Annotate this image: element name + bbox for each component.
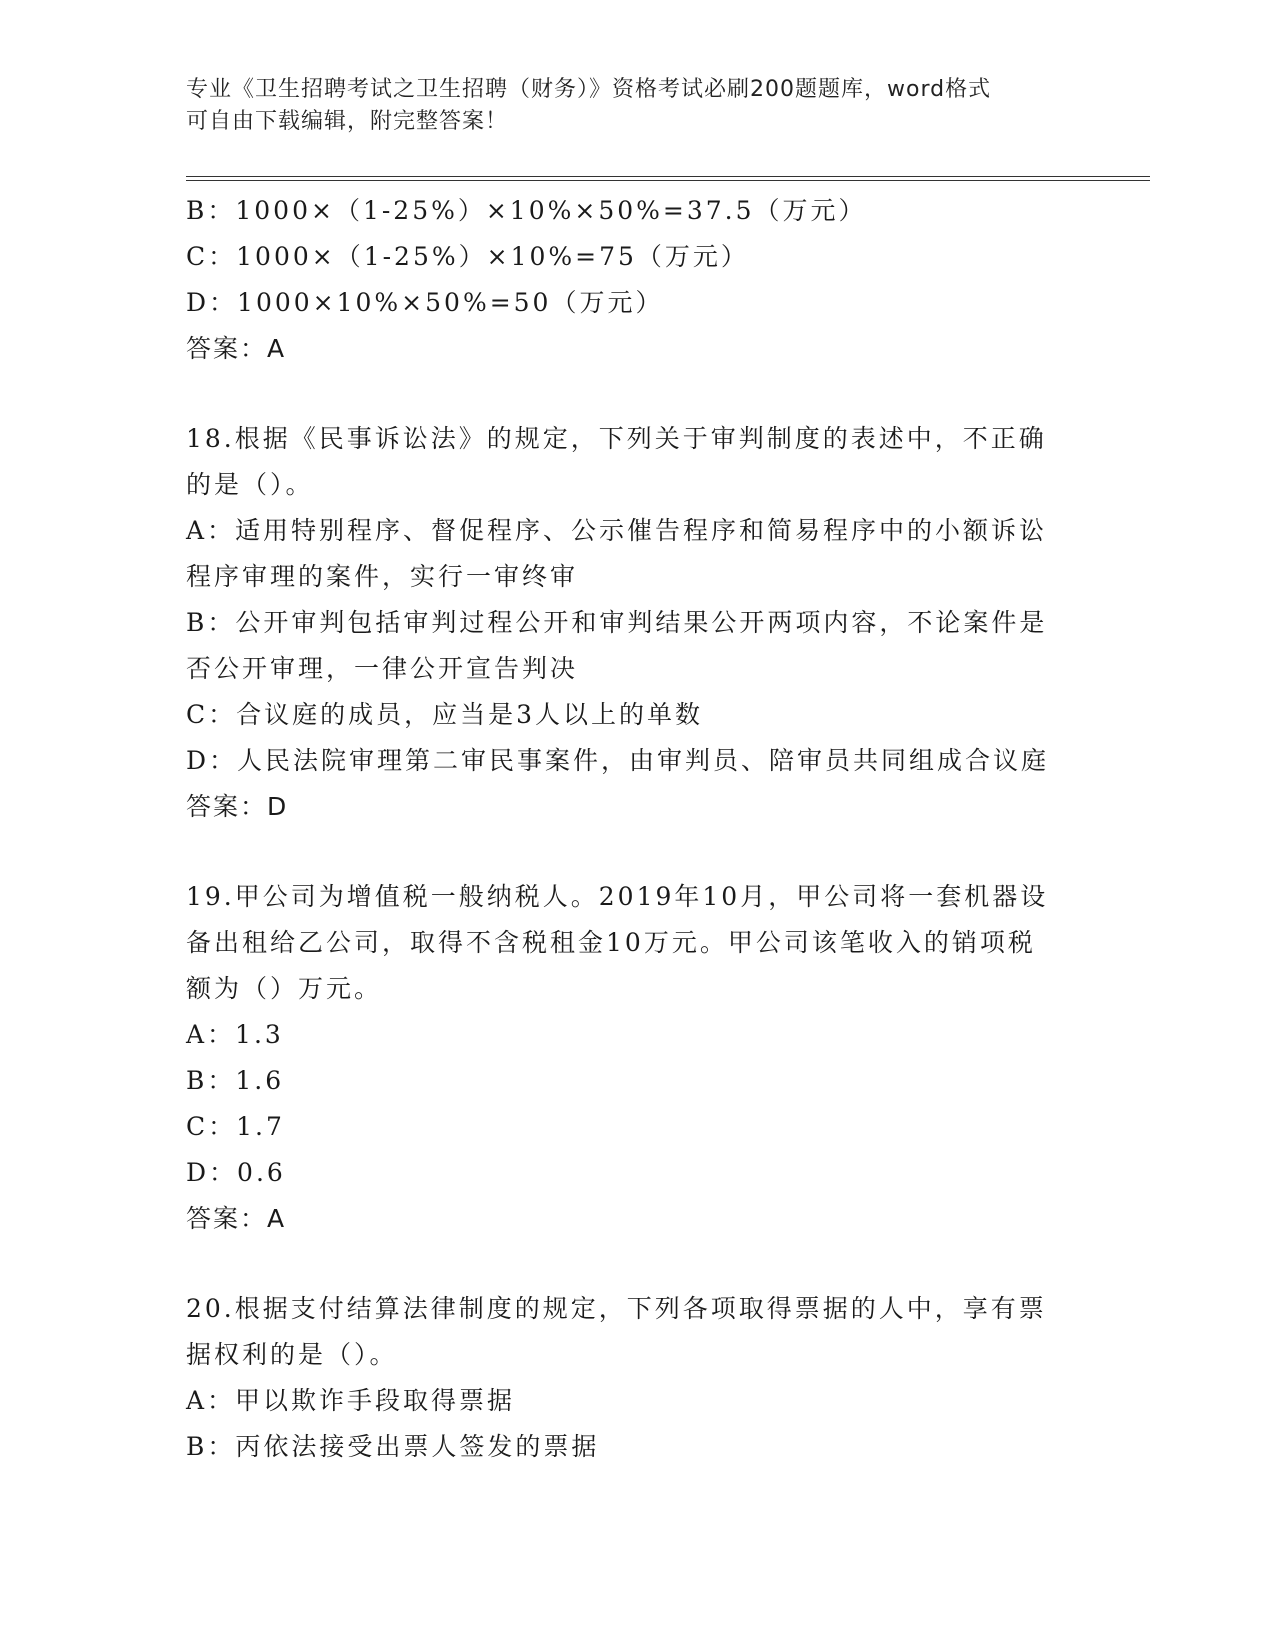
option-b: B：公开审判包括审判过程公开和审判结果公开两项内容，不论案件是 (186, 608, 1048, 637)
question-stem: 的是（）。 (186, 470, 314, 499)
question-stem: 据权利的是（）。 (186, 1340, 398, 1369)
question-stem: 19.甲公司为增值税一般纳税人。2019年10月，甲公司将一套机器设 (186, 882, 1049, 911)
option-b: B：丙依法接受出票人签发的票据 (186, 1432, 600, 1461)
option-c: C：1000×（1-25%）×10%=75（万元） (186, 242, 749, 271)
question-17-tail (186, 188, 1086, 372)
answer-line: 答案：A (186, 1204, 287, 1233)
spacer (186, 1242, 1086, 1286)
answer-line: 答案：D (186, 792, 289, 821)
spacer (186, 372, 1086, 416)
header-title-line-1: 专业《卫生招聘考试之卫生招聘（财务）》资格考试必刷200题题库，word格式 (186, 77, 992, 102)
option-d: D：人民法院审理第二审民事案件，由审判员、陪审员共同组成合议庭 (186, 746, 1050, 775)
option-c: C：1.7 (186, 1112, 285, 1141)
option-a: A：1.3 (186, 1020, 284, 1049)
question-stem: 18.根据《民事诉讼法》的规定，下列关于审判制度的表述中，不正确 (186, 424, 1047, 453)
option-b: B：1000×（1-25%）×10%×50%=37.5（万元） (186, 196, 867, 225)
option-a-continued: 程序审理的案件，实行一审终审 (186, 562, 579, 591)
option-d: D：0.6 (186, 1158, 286, 1187)
header-divider (186, 176, 1150, 181)
question-18 (186, 416, 1086, 830)
spacer (186, 830, 1086, 874)
question-stem: 额为（）万元。 (186, 974, 383, 1003)
option-b-continued: 否公开审理，一律公开宣告判决 (186, 654, 579, 683)
question-19 (186, 874, 1086, 1242)
option-a: A：适用特别程序、督促程序、公示催告程序和简易程序中的小额诉讼 (186, 516, 1048, 545)
document-body (186, 188, 1086, 1470)
answer-line: 答案：A (186, 334, 287, 363)
question-20 (186, 1286, 1086, 1470)
header-title-line-2: 可自由下载编辑，附完整答案！ (186, 109, 509, 134)
question-stem: 备出租给乙公司，取得不含税租金10万元。甲公司该笔收入的销项税 (186, 928, 1036, 957)
option-b: B：1.6 (186, 1066, 285, 1095)
document-header (186, 74, 1066, 138)
option-a: A：甲以欺诈手段取得票据 (186, 1386, 516, 1415)
question-stem: 20.根据支付结算法律制度的规定，下列各项取得票据的人中，享有票 (186, 1294, 1047, 1323)
option-c: C：合议庭的成员，应当是3人以上的单数 (186, 700, 704, 729)
option-d: D：1000×10%×50%=50（万元） (186, 288, 664, 317)
